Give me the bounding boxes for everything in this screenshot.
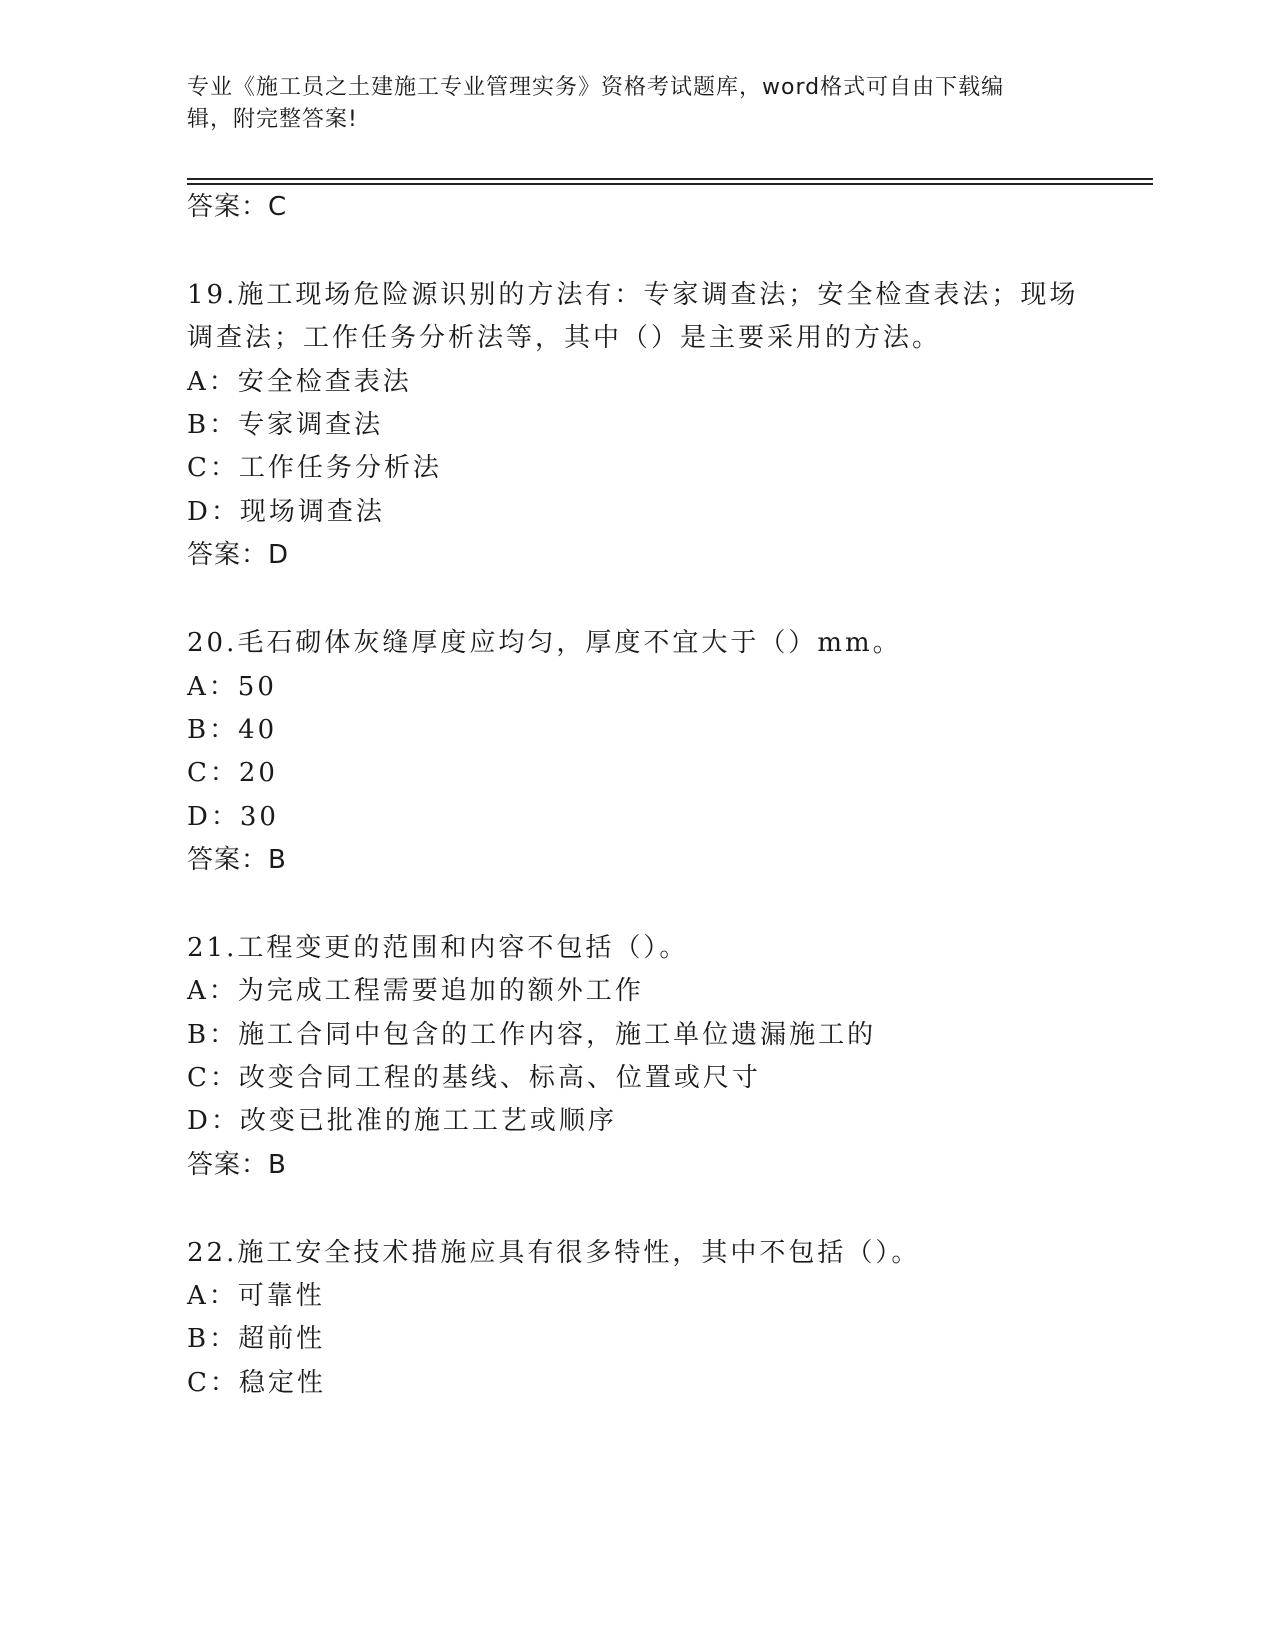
question-19-stem-line-1: 19.施工现场危险源识别的方法有：专家调查法；安全检查表法；现场	[187, 280, 1079, 310]
question-20-stem: 20.毛石砌体灰缝厚度应均匀，厚度不宜大于（）mm。	[187, 628, 902, 658]
question-22-option-b: B：超前性	[187, 1324, 326, 1354]
question-20-option-c: C：20	[187, 758, 278, 788]
question-19-option-d: D：现场调查法	[187, 497, 385, 527]
header-line-1: 专业《施工员之土建施工专业管理实务》资格考试题库，word格式可自由下载编	[187, 75, 1005, 100]
document-header	[187, 72, 1087, 136]
question-22-option-a: A：可靠性	[187, 1281, 325, 1311]
question-22-option-c: C：稳定性	[187, 1368, 326, 1398]
question-19-option-a: A：安全检查表法	[187, 367, 412, 397]
question-19-stem-line-2: 调查法；工作任务分析法等，其中（）是主要采用的方法。	[187, 323, 942, 353]
question-22-stem: 22.施工安全技术措施应具有很多特性，其中不包括（）。	[187, 1238, 921, 1268]
question-19-option-b: B：专家调查法	[187, 410, 384, 440]
question-21-option-b: B：施工合同中包含的工作内容，施工单位遗漏施工的	[187, 1020, 877, 1050]
question-19-answer: 答案：D	[187, 540, 290, 570]
header-rule-top	[187, 178, 1153, 180]
header-line-2: 辑，附完整答案!	[187, 107, 358, 132]
question-21-answer: 答案：B	[187, 1150, 287, 1180]
header-rule-bottom	[187, 183, 1153, 185]
question-20-option-d: D：30	[187, 802, 279, 832]
question-21-option-d: D：改变已批准的施工工艺或顺序	[187, 1106, 617, 1136]
question-20-answer: 答案：B	[187, 845, 287, 875]
answer-18: 答案：C	[187, 192, 288, 222]
question-21-option-c: C：改变合同工程的基线、标高、位置或尺寸	[187, 1063, 761, 1093]
question-20-option-b: B：40	[187, 715, 278, 745]
question-21-stem: 21.工程变更的范围和内容不包括（）。	[187, 933, 689, 963]
question-21-option-a: A：为完成工程需要追加的额外工作	[187, 976, 644, 1006]
question-19-option-c: C：工作任务分析法	[187, 453, 442, 483]
question-20-option-a: A：50	[187, 672, 277, 702]
